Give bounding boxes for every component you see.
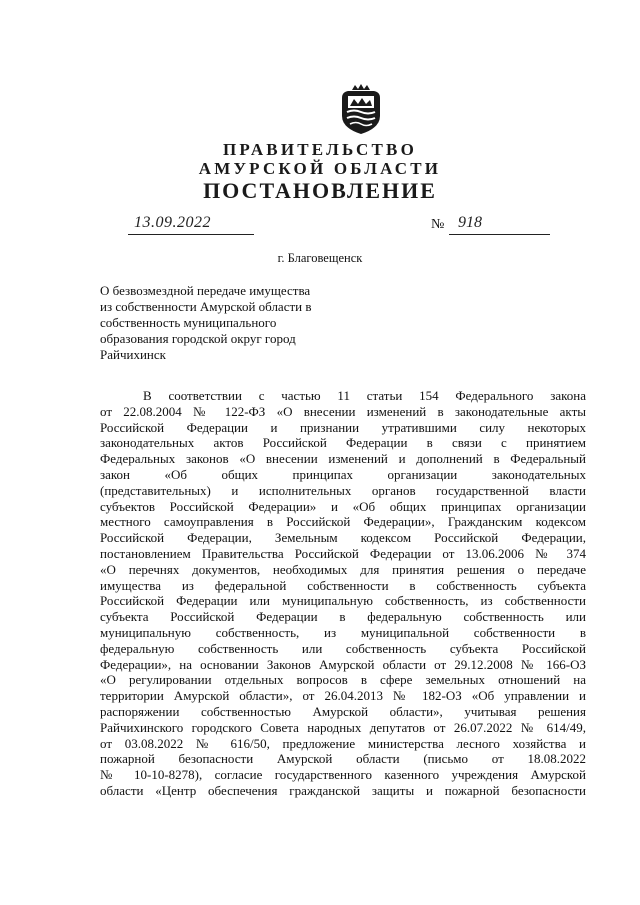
body-line: субъекта Российской Федерации в федеральную собственность или <box>100 609 586 625</box>
body-line: «О регулировании отдельных вопросов в сфере земельных отношений на <box>100 672 586 688</box>
body-line: В соответствии с частью 11 статьи 154 Федерального закона <box>143 388 586 403</box>
body-line: Федерации», на основании Законов Амурской области от 29.12.2008 № 166-ОЗ <box>100 656 586 672</box>
body-line: Российской Федерации, Земельным кодексом Российской Федерации, <box>100 530 586 546</box>
body-line: субъектов Российской Федерации» и «Об общих принципах организации <box>100 498 586 514</box>
subject-line: О безвозмездной передаче имущества <box>100 283 311 298</box>
body-line: Российской Федерации и признании утратившими силу некоторых <box>100 419 586 435</box>
subject-line: образования городской округ город <box>100 331 296 346</box>
city: г. Благовещенск <box>277 251 363 265</box>
body-line: (представительных) и исполнительных органов государственной власти <box>100 482 586 498</box>
body-line: области «Центр обеспечения гражданской защиты и пожарной безопасности <box>100 782 586 798</box>
body-line: федеральную собственность или собственность субъекта Российской <box>100 640 586 656</box>
org-name-line2: АМУРСКОЙ ОБЛАСТИ <box>198 159 442 178</box>
body-line: закон «Об общих принципах организации законодательных <box>100 466 586 482</box>
body-line: местного самоуправления в Российской Федерации», Гражданским кодексом <box>100 514 586 530</box>
body-line: законодательных актов Российской Федерации в связи с принятием <box>100 435 586 451</box>
body-paragraph <box>100 388 586 799</box>
body-line: Федеральных законов «О внесении изменений и дополнений в Федеральный <box>100 451 586 467</box>
document-number: 918 <box>458 214 482 231</box>
body-line: Райчихинского городского Совета народных депутатов от 26.07.2022 № 614/49, <box>100 719 586 735</box>
body-line: территории Амурской области», от 26.04.2013 № 182-ОЗ «Об управлении и <box>100 688 586 704</box>
body-line: пожарной безопасности Амурской области (письмо от 18.08.2022 <box>100 751 586 767</box>
body-line: постановлением Правительства Российской Федерации от 13.06.2006 № 374 <box>100 545 586 561</box>
document-date: 13.09.2022 <box>134 214 211 231</box>
subject-line: Райчихинск <box>100 347 166 362</box>
document-type: ПОСТАНОВЛЕНИЕ <box>203 178 437 203</box>
org-name-line1: ПРАВИТЕЛЬСТВО <box>223 140 417 159</box>
body-line: «О перечнях документов, необходимых для принятия решения о передаче <box>100 561 586 577</box>
subject-line: из собственности Амурской области в <box>100 299 312 314</box>
body-line: от 03.08.2022 № 616/50, предложение министерства лесного хозяйства и <box>100 735 586 751</box>
body-line: муниципальную собственность, из муниципальной собственности в <box>100 624 586 640</box>
body-line: распоряжении собственностью Амурской области», учитывая решения <box>100 703 586 719</box>
body-line: Российской Федерации или муниципальную собственность, из собственности <box>100 593 586 609</box>
coat-of-arms-icon <box>338 84 384 136</box>
subject-line: собственность муниципального <box>100 315 277 330</box>
number-label: № <box>431 217 445 232</box>
document-subject <box>100 283 340 363</box>
body-line: № 10-10-8278), согласие государственного казенного учреждения Амурской <box>100 767 586 783</box>
body-line: от 22.08.2004 № 122-ФЗ «О внесении изменений в законодательные акты <box>100 403 586 419</box>
body-line: имущества из федеральной собственности в собственность субъекта <box>100 577 586 593</box>
